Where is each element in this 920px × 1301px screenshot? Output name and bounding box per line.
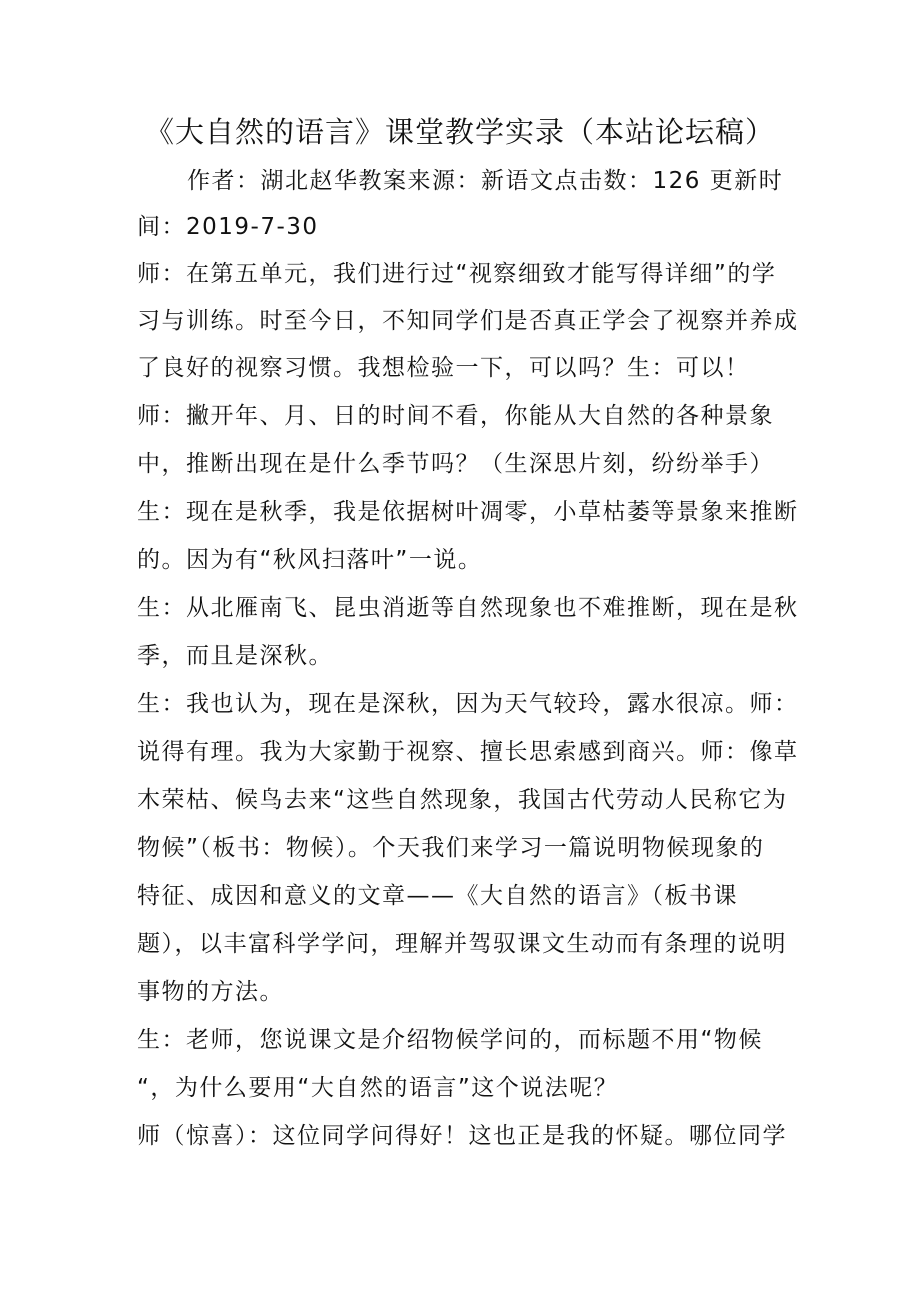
paragraph-line: 习与训练。时至今日，不知同学们是否真正学会了视察并养成 [137, 308, 799, 334]
paragraph-line: 师：撇开年、月、日的时间不看，你能从大自然的各种景象 [137, 403, 774, 429]
paragraph-line: 说得有理。我为大家勤于视察、擅长思索感到商兴。师：像草 [137, 739, 799, 765]
paragraph-line: 师：在第五单元，我们进行过“视察细致才能写得详细”的学 [137, 261, 777, 287]
paragraph-line: 生：从北雁南飞、昆虫消逝等自然现象也不难推断，现在是秋 [137, 595, 799, 621]
paragraph-line: 生：现在是秋季，我是依据树叶凋零，小草枯萎等景象来推断 [137, 499, 799, 525]
paragraph-line: 题），以丰富科学学问，理解并驾驭课文生动而有条理的说明 [137, 931, 787, 957]
paragraph-line: 了良好的视察习惯。我想检验一下，可以吗？生：可以！ [137, 355, 750, 381]
paragraph-line: 特征、成因和意义的文章——《大自然的语言》（板书课 [137, 883, 738, 909]
paragraph-line: 物候”（板书：物候）。个天我们来学习一篇说明物候现象的 [137, 835, 765, 861]
paragraph-line: 季，而且是深秋。 [137, 643, 333, 669]
document-title: 《大自然的语言》课堂教学实录（本站论坛稿） [144, 115, 775, 149]
paragraph-line: “，为什么要用“大自然的语言”这个说法呢？ [137, 1075, 619, 1101]
paragraph-line: 的。因为有“秋风扫落叶”一说。 [137, 547, 483, 573]
byline-continued: 间：2019-7-30 [137, 214, 319, 240]
paragraph-line: 木荣枯、候鸟去来“这些自然现象，我国古代劳动人民称它为 [137, 787, 788, 813]
paragraph-line: 生：老师，您说课文是介绍物候学问的，而标题不用“物候 [137, 1027, 763, 1053]
paragraph-line: 师（惊喜）：这位同学问得好！这也正是我的怀疑。哪位同学 [137, 1123, 787, 1149]
paragraph-line: 事物的方法。 [137, 979, 284, 1005]
byline: 作者：湖北赵华教案来源：新语文点击数：126 更新时 [187, 168, 784, 194]
paragraph-line: 中，推断出现在是什么季节吗？（生深思片刻，纷纷举手） [137, 451, 774, 477]
paragraph-line: 生：我也认为，现在是深秋，因为天气较玲，露水很凉。师： [137, 691, 799, 717]
